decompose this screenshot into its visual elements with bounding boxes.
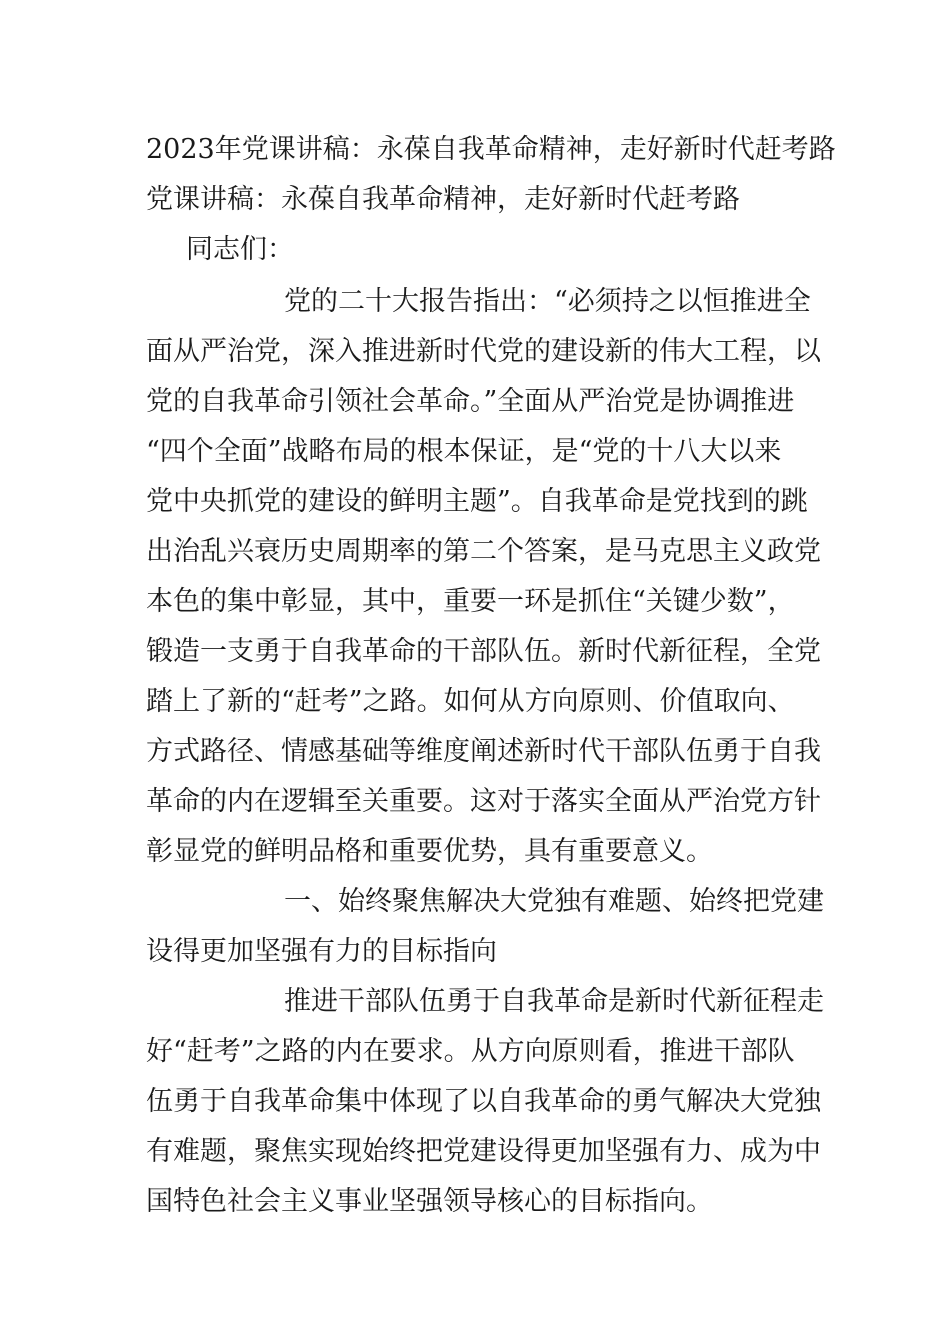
- paragraph-line: 好“赶考”之路的内在要求。从方向原则看，推进干部队: [146, 1036, 795, 1067]
- paragraph-line: 推进干部队伍勇于自我革命是新时代新征程走: [284, 986, 824, 1017]
- section-heading-line: 设得更加坚强有力的目标指向: [146, 936, 497, 967]
- document-title: 2023年党课讲稿：永葆自我革命精神，走好新时代赶考路: [146, 134, 836, 165]
- paragraph-line: 锻造一支勇于自我革命的干部队伍。新时代新征程，全党: [146, 636, 821, 667]
- paragraph-line: 本色的集中彰显，其中，重要一环是抓住“关键少数”，: [146, 586, 795, 617]
- paragraph-line: 有难题，聚焦实现始终把党建设得更加坚强有力、成为中: [146, 1136, 821, 1167]
- paragraph-line: 面从严治党，深入推进新时代党的建设新的伟大工程，以: [146, 336, 821, 367]
- paragraph-line: 伍勇于自我革命集中体现了以自我革命的勇气解决大党独: [146, 1086, 821, 1117]
- paragraph-line: 党的自我革命引领社会革命。”全面从严治党是协调推进: [146, 386, 795, 417]
- document-subtitle: 党课讲稿：永葆自我革命精神，走好新时代赶考路: [146, 184, 740, 215]
- paragraph-line: 踏上了新的“赶考”之路。如何从方向原则、价值取向、: [146, 686, 795, 717]
- paragraph-line: 彰显党的鲜明品格和重要优势，具有重要意义。: [146, 836, 713, 867]
- paragraph-line: 方式路径、情感基础等维度阐述新时代干部队伍勇于自我: [146, 736, 821, 767]
- paragraph-line: 党中央抓党的建设的鲜明主题”。自我革命是党找到的跳: [146, 486, 808, 517]
- paragraph-line: 出治乱兴衰历史周期率的第二个答案，是马克思主义政党: [146, 536, 821, 567]
- paragraph-line: 革命的内在逻辑至关重要。这对于落实全面从严治党方针: [146, 786, 821, 817]
- paragraph-line: 党的二十大报告指出：“必须持之以恒推进全: [284, 286, 811, 317]
- section-heading-line: 一、始终聚焦解决大党独有难题、始终把党建: [284, 886, 824, 917]
- paragraph-line: “四个全面”战略布局的根本保证，是“党的十八大以来: [146, 436, 782, 467]
- paragraph-line: 国特色社会主义事业坚强领导核心的目标指向。: [146, 1186, 713, 1217]
- salutation: 同志们：: [186, 234, 294, 265]
